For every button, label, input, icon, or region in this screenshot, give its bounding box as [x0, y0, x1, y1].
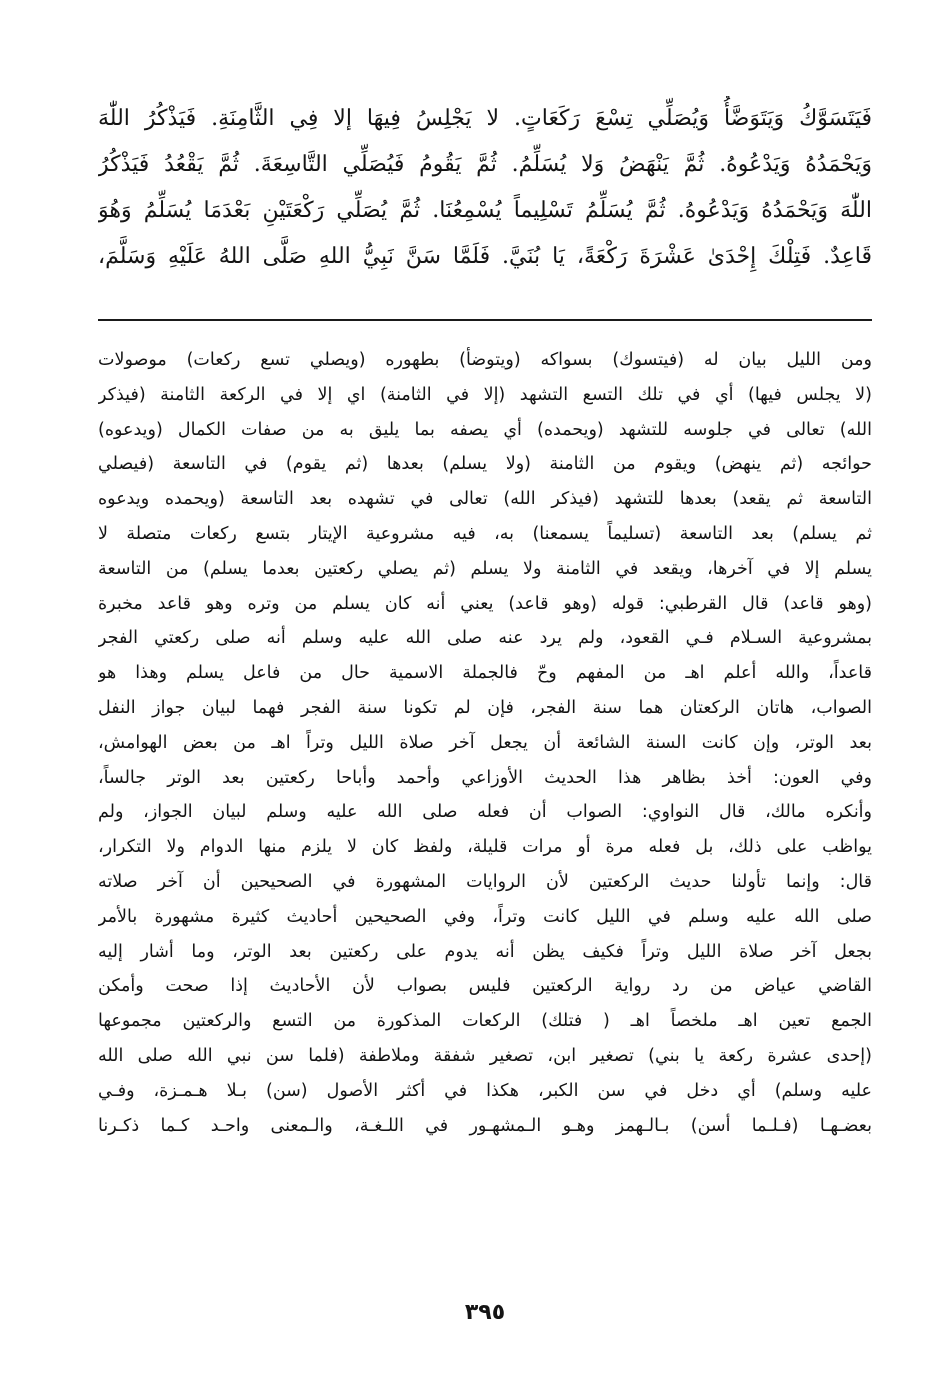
commentary-line: يواظب على ذلك، بل فعله مرة أو مرات قليلة، ولفظ كان لا يلزم منها الدوام ولا التكرار، [98, 837, 872, 858]
commentary-line: بعضـهـا (فـلـما أسن) بـالـهمز وهـو الـمشهـور في اللـغـة، والـمعنى واحـد كـما ذكـرنا [98, 1115, 872, 1136]
commentary-line: ثم يسلم) بعد التاسعة (تسليماً يسمعنا) به، فيه مشروعية الإيتار بتسع ركعات متصلة لا [98, 523, 872, 544]
commentary-line: التاسعة ثم يقعد) بعدها للتشهد (فيذكر الله) تعالى في تشهده بعد التاسعة (ويحمده ويدعوه [98, 489, 872, 510]
commentary-line: بجعل آخر صلاة الليل وتراً فكيف يظن أنه يدوم على ركعتين بعد الوتر، وما أشار إليه [98, 941, 872, 962]
commentary-line: وفي العون: أخذ بظاهر هذا الحديث الأوزاعي وأحمد وأباحا ركعتين بعد الوتر جالساً، [98, 767, 872, 788]
commentary-line: الصواب، هاتان الركعتان هما سنة الفجر، فإن لم تكونا سنة الفجر فهما لبيان جواز النفل [98, 697, 872, 718]
commentary-line: وأنكره مالك، قال النواوي: الصواب أن فعله صلى الله عليه وسلم لبيان الجواز، ولم [98, 802, 872, 823]
commentary-line: (وهو قاعد) قال القرطبي: قوله (وهو قاعد) يعني أنه كان يسلم من وتره وهو قاعد مخبرة [98, 593, 872, 614]
footnote-separator [98, 319, 872, 321]
commentary-line: قاعداً، والله أعلم اهـ من المفهم وحّ فالجملة الاسمية حال من فاعل يسلم وهذا هو [98, 663, 872, 684]
hadith-text [98, 96, 872, 280]
commentary-line: الله) تعالى في جلوسه للتشهد (ويحمده) أي يصفه بما يليق به من صفات الكمال (ويدعوه) [98, 419, 872, 440]
hadith-line: قَاعِدٌ. فَتِلْكَ إِحْدَىٰ عَشْرَةَ رَكْعَةً، يَا بُنَيَّ. فَلَمَّا سَنَّ نَبِيُّ اللهِ صَلَّى اللهُ عَلَيْهِ وَسَلَّمَ، [98, 244, 872, 269]
commentary-line: (إحدى عشرة ركعة يا بني) تصغير ابن، تصغير شفقة وملاطفة (فلما سن نبي الله صلى الله [98, 1045, 872, 1066]
commentary-line: يسلم إلا في آخرها، ويقعد في الثامنة ولا يسلم (ثم يصلي ركعتين بعدما يسلم) من التاسعة [98, 558, 872, 579]
commentary-line: القاضي عياض من رد رواية الركعتين فليس بصواب لأن الأحاديث إذا صحت وأمكن [98, 976, 872, 997]
hadith-line: وَيَحْمَدُهُ وَيَدْعُوهُ. ثُمَّ يَنْهَضُ وَلا يُسَلِّمُ. ثُمَّ يَقُومُ فَيُصَلِّي التَّاسِعَةَ. ثُمَّ يَقْعُدُ فَيَذْكُرُ [98, 152, 872, 177]
page-number: ٣٩٥ [464, 1300, 506, 1325]
commentary-line: حوائجه (ثم ينهض) ويقوم من الثامنة (ولا يسلم) بعدها (ثم يقوم) في التاسعة (فيصلي [98, 454, 872, 475]
commentary-line: بمشروعية السـلام فـي القعود، ولم يرد عنه صلى الله عليه وسلم أنه صلى ركعتي الفجر [98, 628, 872, 649]
commentary-line: بعد الوتر، وإن كانت السنة الشائعة أن يجعل آخر صلاة الليل وتراً اهـ من بعض الهوامش، [98, 732, 872, 753]
commentary-line: الجمع تعين اهـ ملخصاً اهـ ( فتلك) الركعات المذكورة من التسع والركعتين مجموعها [98, 1011, 872, 1032]
commentary-line: صلى الله عليه وسلم في الليل كانت وتراً، وفي الصحيحين أحاديث كثيرة مشهورة بالأمر [98, 906, 872, 927]
commentary-line: ومن الليل بيان له (فيتسوك) بسواكه (ويتوضأ) بطهوره (ويصلي تسع ركعات) موصولات [98, 350, 872, 370]
commentary-text [98, 343, 872, 1143]
commentary-line: عليه وسلم) أي دخل في سن الكبر، هكذا في أكثر الأصول (سن) بـلا هـمـزة، وفـي [98, 1080, 872, 1101]
book-page [98, 0, 872, 1384]
hadith-line: اللّٰهَ وَيَحْمَدُهُ وَيَدْعُوهُ. ثُمَّ يُسَلِّمُ تَسْلِيماً يُسْمِعُنَا. ثُمَّ يُصَلِّي رَكْعَتَيْنِ بَعْدَمَا يُسَلِّمُ وَهُوَ [98, 198, 872, 223]
commentary-line: (لا يجلس فيها) أي في تلك التسع التشهد (إلا في الثامنة) اي إلا في الركعة الثامنة (فيذكر [98, 384, 872, 405]
hadith-line: فَيَتَسَوَّكُ وَيَتَوَضَّأُ وَيُصَلِّي تِسْعَ رَكَعَاتٍ. لا يَجْلِسُ فِيهَا إلا فِي الثَّامِنَةِ. فَيَذْكُرُ اللّٰهَ [98, 106, 872, 131]
commentary-line: قال: وإنما تأولنا حديث الركعتين لأن الروايات المشهورة في الصحيحين أن آخر صلاته [98, 871, 872, 892]
